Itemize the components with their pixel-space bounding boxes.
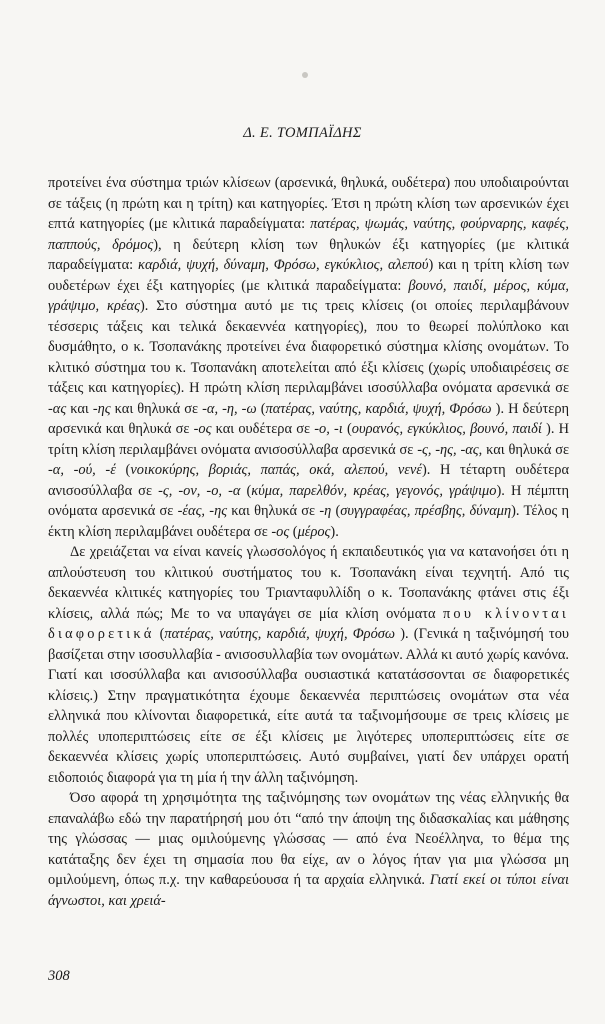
- text-run: (: [154, 626, 165, 642]
- example-words: καρδιά, ψυχή, δύναμη, Φρόσω, εγκύκλιος, αλεπού: [138, 257, 429, 273]
- italic-quote: Γιατί εκεί οι τύποι είναι άγνωστοι, και χρειά-: [48, 872, 569, 909]
- text-run: ). Η τέταρτη ουδέτερα ανισοσύλλαβα σε: [48, 462, 570, 499]
- text-run: ). Η δεύτερη αρσενικά και θηλυκά σε: [48, 400, 570, 437]
- suffix: -ς, -ον, -ο, -α: [158, 482, 241, 499]
- running-header: Δ. Ε. ΤΟΜΠΑΪΔΗΣ: [243, 125, 362, 141]
- text-run: ). (Γενικά η ταξινόμησή του βασίζεται στην ισοσυλλαβία - ανισοσυλλαβία των ονομάτων. Αλλά κι αυτό χωρίς κανόνα. Γιατί και ισοσύλλαβα και ανισοσύλλαβα ουσιαστικά κατατάσσονται σε διαφορετικές κλίσεις.) Στην πραγματικότητα έχουμε δεκαεννέα περιπτώσεις ονομάτων στα νέα ελληνικά που κλίνονται διαφορετικά, είτε αυτά τα ταξινομήσουμε σε τρεις κλίσεις με πολλές υποπεριπτώσεις είτε σε έξι κλίσεις με λιγότερες υποπεριπτώσεις είτε σε δεκαεννέα κλίσεις χωρίς υποπεριπτώσεις. Αυτό συμβαίνει, γιατί δεν υπάρχει ορατή ειδοποιός διαφορά για τη μία ή την άλλη ταξινόμηση.: [48, 626, 570, 786]
- text-run: ). Η τρίτη κλίση περιλαμβάνει ονόματα ανισοσύλλαβα αρσενικά σε: [48, 421, 570, 458]
- text-run: (: [256, 400, 266, 417]
- example-words: νοικοκύρης, βοριάς, παπάς, οκά, αλεπού, νενέ: [130, 462, 422, 478]
- paragraph-1: [48, 173, 569, 542]
- suffix: -ος: [193, 421, 212, 437]
- example-words: βουνό, παιδί, μέρος, κύμα, γράψιμο, κρέας: [48, 277, 569, 314]
- example-words: πατέρας, ναύτης, καρδιά, ψυχή, Φρόσω: [265, 400, 492, 417]
- text-run: (: [240, 482, 252, 499]
- text-run: ). Η πέμπτη ονόματα αρσενικά σε: [48, 482, 570, 519]
- text-run: (: [289, 523, 298, 540]
- spaced-emphasis: που κλίνονται διαφορετικά: [48, 605, 569, 642]
- text-run: ), η δεύτερη κλίση των θηλυκών έξι κατηγορίες (με κλιτικά παραδείγματα:: [48, 236, 569, 273]
- suffix: -ας: [48, 400, 67, 417]
- paragraph-2: [48, 542, 569, 788]
- suffix: -ης: [92, 400, 111, 417]
- text-run: και θηλυκά σε: [227, 503, 320, 519]
- example-words: μέρος: [297, 523, 331, 540]
- suffix: -α, -ού, -έ: [48, 462, 116, 478]
- text-run: ).: [330, 523, 339, 540]
- text-run: (: [115, 462, 131, 478]
- page-number: 308: [48, 968, 70, 984]
- text-run: (: [342, 421, 352, 437]
- text-run: ) και η τρίτη κλίση των ουδετέρων έχει έξι κατηγορίες (με κλιτικά παραδείγματα:: [48, 257, 569, 294]
- suffix: -η: [319, 503, 332, 519]
- suffix: -ο, -ι: [314, 421, 343, 437]
- text-run: Όσο αφορά τη χρησιμότητα της ταξινόμησης των ονομάτων της νέας ελληνικής θα επαναλάβω εδώ την παρατήρησή μου ότι “από την άποψη της διδασκαλίας και μάθησης της γλώσσας — μιας ομιλούμενης γλώσσας — από ένα Νεοέλληνα, το θέμα της κατάταξης δεν έχει τη σημασία που θα είχε, αν ο λόγος ήταν για μια γλώσσα μη ομιλούμενη, όπως π.χ. την καθαρεύουσα ή τα αρχαία ελληνικά.: [48, 790, 569, 888]
- suffix: -ος: [271, 523, 290, 540]
- text-run: και ουδέτερα σε: [211, 421, 315, 437]
- text-run: ). Στο σύστημα αυτό με τις τρεις κλίσεις (οι οποίες περιλαμβάνουν τέσσερις τάξεις και τελικά δεκαεννέα κατηγορίες), που το θεωρεί πολύπλοκο και δυσμάθητο, ο κ. Τσοπανάκης προτείνει ένα διαφορετικό σύστημα κλίσης ονομάτων. Το κλιτικό σύστημα του κ. Τσοπανάκη αποτελείται από έξι κλίσεις (χωρίς υποδιαιρέσεις σε τάξεις και κατηγορίες). Η πρώτη κλίση περιλαμβάνει ισοσύλλαβα ονόματα αρσενικά σε: [48, 298, 570, 396]
- text-run: και: [66, 400, 93, 417]
- suffix: -ς, -ης, -ας: [417, 441, 479, 458]
- text-run: και θηλυκά σε: [110, 400, 203, 417]
- text-run: , και θηλυκά σε: [478, 441, 569, 458]
- example-words: πατέρας, ναύτης, καρδιά, ψυχή, Φρόσω: [164, 626, 396, 642]
- example-words: κύμα, παρελθόν, κρέας, γεγονός, γράψιμο: [251, 482, 497, 499]
- text-run: (: [331, 503, 341, 519]
- example-words: πατέρας, ψωμάς, ναύτης, φούρναρης, καφές, παππούς, δρόμος: [48, 216, 569, 253]
- example-words: συγγραφέας, πρέσβης, δύναμη: [340, 503, 512, 519]
- page-body: [48, 173, 569, 911]
- suffix: -έας, -ης: [177, 503, 228, 519]
- paragraph-3: [48, 788, 569, 911]
- text-run: ). Τέλος η έκτη κλίση περιλαμβάνει ουδέτερα σε: [48, 503, 570, 540]
- example-words: ουρανός, εγκύκλιος, βουνό, παιδί: [351, 421, 542, 437]
- text-run: Δε χρειάζεται να είναι κανείς γλωσσολόγος ή εκπαιδευτικός για να κατανοήσει ότι η απλούστευση του κλιτικού συστήματος του κ. Τσοπανάκη είναι τεχνητή. Από τις δεκαεννέα κλιτικές κατηγορίες του Τριανταφυλλίδη ο κ. Τσοπανάκης φτάνει στις έξι κλίσεις, αλλά πώς; Με το να υπαγάγει σε μία κλίση ονόματα: [48, 544, 569, 622]
- suffix: -α, -η, -ω: [202, 400, 257, 417]
- text-run: προτείνει ένα σύστημα τριών κλίσεων (αρσενικά, θηλυκά, ουδέτερα) που υποδιαιρούνται σε τάξεις (η πρώτη και η τρίτη) και κατηγορίες. Έτσι η πρώτη κλίση των αρσενικών έχει επτά κατηγορίες (με κλιτικά παραδείγματα:: [48, 175, 569, 232]
- scan-mark: [302, 72, 308, 78]
